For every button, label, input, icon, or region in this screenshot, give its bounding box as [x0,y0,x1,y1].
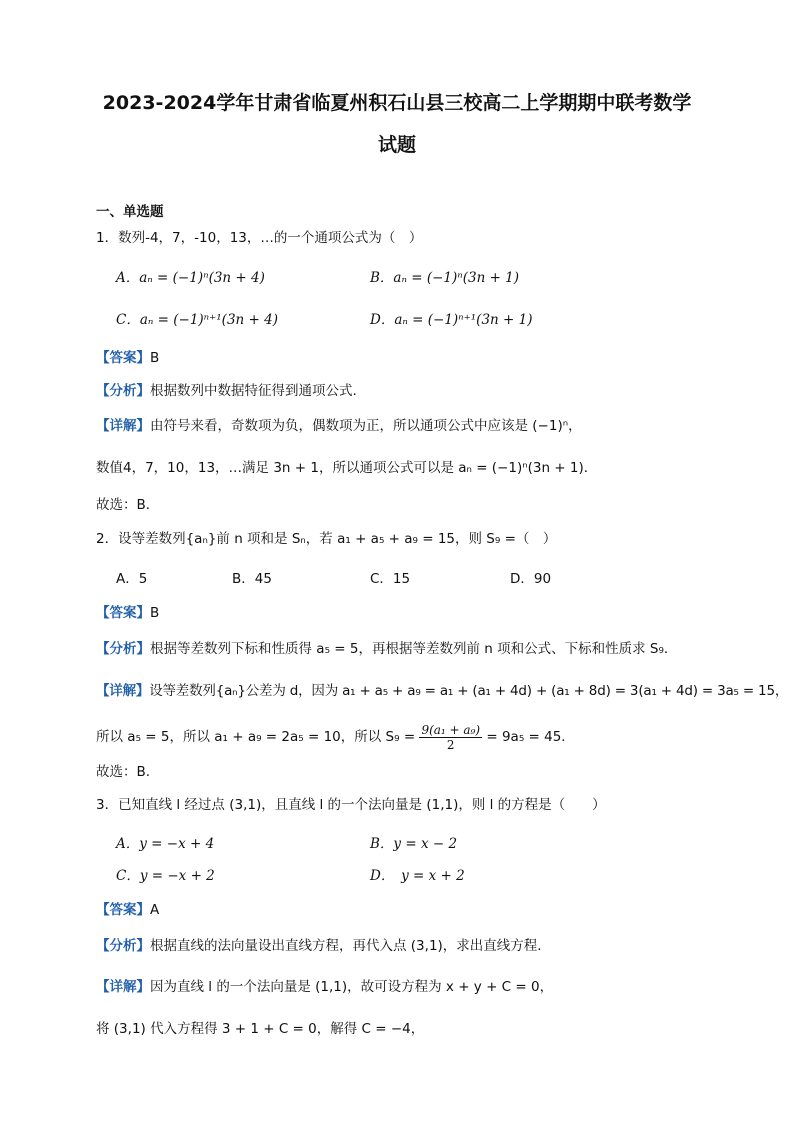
question-2-option-c: C．15 [370,571,411,587]
analysis-text: 根据等差数列下标和性质得 a₅ = 5，再根据等差数列前 n 项和公式、下标和性质求 S₉． [150,641,678,657]
answer-value: A [150,902,160,918]
detail-text: 因为直线 l 的一个法向量是 (1,1)，故可设方程为 x + y + C = 0， [150,979,554,995]
question-2-detail-line2 [96,720,575,754]
question-1-stem: 1．数列-4，7，-10，13，…的一个通项公式为（ ） [96,230,423,246]
question-1-analysis [96,382,357,400]
question-2-option-d: D．90 [510,571,552,587]
answer-value: B [150,605,160,621]
question-3-analysis [96,937,542,955]
detail-text-part1: 所以 a₅ = 5，所以 a₁ + a₉ = 2a₅ = 10，所以 S₉ = [96,729,416,745]
question-3-detail-line1 [96,978,553,996]
detail-text: 由符号来看，奇数项为负，偶数项为正，所以通项公式中应该是 (−1)ⁿ， [150,418,582,434]
answer-tag: 【答案】 [96,902,150,918]
question-3-option-a: A．y = −x + 4 [116,836,215,852]
question-1-option-b: B．aₙ = (−1)ⁿ(3n + 1) [370,270,520,286]
question-2-option-a: A．5 [116,571,148,587]
question-3-option-d: D． y = x + 2 [370,868,465,884]
question-1-detail-line1 [96,417,582,435]
question-3-option-b: B．y = x − 2 [370,836,458,852]
question-3-answer [96,901,159,919]
fraction-denominator: 2 [446,737,455,752]
detail-tag: 【详解】 [96,418,150,434]
answer-tag: 【答案】 [96,605,150,621]
question-1-option-a: A．aₙ = (−1)ⁿ(3n + 4) [116,270,265,286]
question-2-stem: 2．设等差数列{aₙ}前 n 项和是 Sₙ，若 a₁ + a₅ + a₉ = 15，则 S₉ =（ ） [96,531,557,547]
document-title-line1: 2023-2024学年甘肃省临夏州积石山县三校高二上学期期中联考数学 [102,92,692,114]
question-2-analysis [96,640,677,658]
analysis-tag: 【分析】 [96,938,150,954]
analysis-tag: 【分析】 [96,383,150,399]
detail-text-part2: = 9a₅ = 45． [486,729,575,745]
answer-tag: 【答案】 [96,350,150,366]
sum-fraction [419,723,482,752]
question-3-option-c: C．y = −x + 2 [116,868,215,884]
question-1-option-c: C．aₙ = (−1)ⁿ⁺¹(3n + 4) [116,312,278,328]
question-1-option-d: D．aₙ = (−1)ⁿ⁺¹(3n + 1) [370,312,533,328]
question-1-conclusion: 故选：B． [96,497,160,513]
fraction-numerator: 9(a₁ + a₉) [421,722,481,737]
question-2-answer [96,604,159,622]
question-3-detail-line2: 将 (3,1) 代入方程得 3 + 1 + C = 0，解得 C = −4， [96,1021,425,1037]
analysis-text: 根据直线的法向量设出直线方程，再代入点 (3,1)，求出直线方程. [150,938,542,954]
analysis-text: 根据数列中数据特征得到通项公式. [150,383,357,399]
detail-tag: 【详解】 [96,683,150,699]
question-2-option-b: B．45 [232,571,272,587]
section-heading: 一、单选题 [96,204,164,220]
question-1-answer [96,349,159,367]
document-title-line2: 试题 [377,134,416,156]
analysis-tag: 【分析】 [96,641,150,657]
detail-tag: 【详解】 [96,979,150,995]
question-2-detail-line1 [96,682,788,700]
question-3-stem: 3．已知直线 l 经过点 (3,1)，且直线 l 的一个法向量是 (1,1)，则 l 的方程是（ ） [96,797,606,813]
detail-text: 设等差数列{aₙ}公差为 d，因为 a₁ + a₅ + a₉ = a₁ + (a₁ + 4d) + (a₁ + 8d) = 3(a₁ + 4d) = 3a₅ = 15， [149,683,789,699]
question-1-detail-line2: 数值4，7，10，13，…满足 3n + 1，所以通项公式可以是 aₙ = (−1)ⁿ(3n + 1)． [96,460,598,476]
answer-value: B [150,350,160,366]
question-2-conclusion: 故选：B. [96,764,151,780]
